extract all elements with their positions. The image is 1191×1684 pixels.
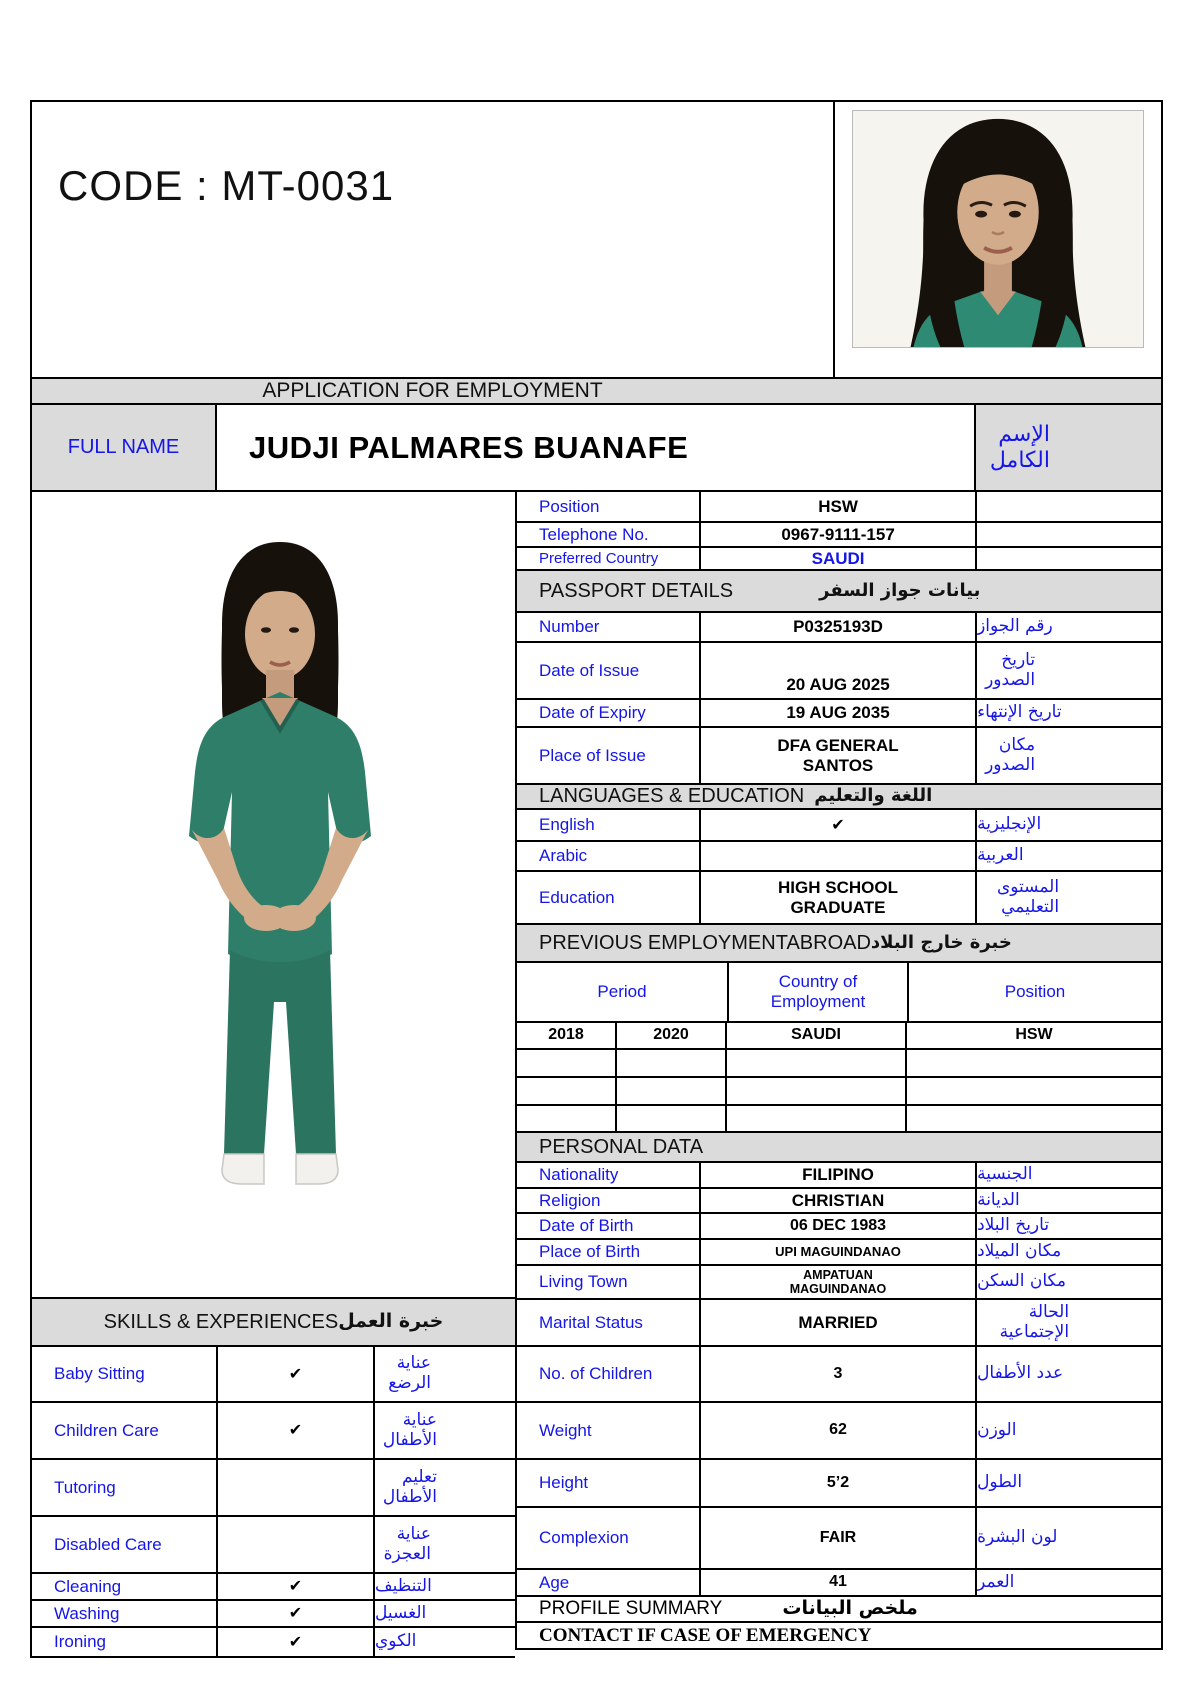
employment-row xyxy=(517,1106,1161,1133)
employment-header-en: PREVIOUS EMPLOYMENTABROAD xyxy=(539,931,871,954)
empty-cell xyxy=(977,523,1161,546)
children-arabic: عدد الأطفال xyxy=(977,1363,1064,1384)
skill-row-ironing xyxy=(32,1628,515,1656)
portrait-photo-cell xyxy=(833,102,1161,377)
arabic-arabic: العربية xyxy=(977,845,1024,866)
living-town-row xyxy=(517,1266,1161,1300)
complexion-value: FAIR xyxy=(701,1508,977,1568)
position-row xyxy=(517,492,1161,523)
date-of-expiry-value: 19 AUG 2035 xyxy=(701,700,977,726)
age-label: Age xyxy=(517,1570,701,1595)
nationality-row xyxy=(517,1163,1161,1189)
education-label: Education xyxy=(517,872,701,923)
skill-label: Cleaning xyxy=(32,1574,218,1599)
age-row xyxy=(517,1570,1161,1597)
skill-label: Children Care xyxy=(32,1403,218,1458)
employment-to xyxy=(617,1078,727,1104)
profile-summary-arabic: ملخص البيانات xyxy=(782,1597,918,1620)
telephone-label: Telephone No. xyxy=(517,523,701,546)
date-of-issue-label: Date of Issue xyxy=(517,643,701,698)
education-row xyxy=(517,872,1161,925)
height-value: 5’2 xyxy=(701,1460,977,1506)
skill-label: Tutoring xyxy=(32,1460,218,1515)
preferred-country-row xyxy=(517,548,1161,571)
weight-arabic: الوزن xyxy=(977,1419,1017,1440)
skill-check: ✔ xyxy=(218,1601,375,1626)
passport-number-value: P0325193D xyxy=(701,613,977,641)
place-of-issue-arabic: مكان الصدور xyxy=(985,734,1036,775)
religion-label: Religion xyxy=(517,1189,701,1212)
empty-cell xyxy=(977,492,1161,521)
languages-header-ar: اللغة والتعليم xyxy=(814,785,933,807)
place-of-birth-arabic: مكان الميلاد xyxy=(977,1241,1062,1262)
religion-row xyxy=(517,1189,1161,1214)
place-of-birth-row xyxy=(517,1240,1161,1266)
place-of-issue-label: Place of Issue xyxy=(517,728,701,783)
passport-number-arabic: رقم الجواز xyxy=(977,616,1053,637)
code-text: CODE : MT-0031 xyxy=(58,162,395,209)
application-title: APPLICATION FOR EMPLOYMENT xyxy=(262,379,603,402)
employment-row xyxy=(517,1050,1161,1078)
period-column-header: Period xyxy=(517,963,729,1021)
age-value: 41 xyxy=(701,1570,977,1595)
skill-label: Disabled Care xyxy=(32,1517,218,1572)
employment-row xyxy=(517,1023,1161,1050)
employment-section-header xyxy=(517,925,1161,963)
left-column xyxy=(30,492,515,1658)
marital-status-arabic: الحالة الإجتماعية xyxy=(999,1301,1070,1342)
skill-label-arabic: تعليم الأطفال xyxy=(382,1466,437,1507)
full-name-row xyxy=(30,405,1163,492)
children-label: No. of Children xyxy=(517,1347,701,1401)
full-name-value: JUDJI PALMARES BUANAFE xyxy=(217,405,976,490)
nationality-label: Nationality xyxy=(517,1163,701,1187)
profile-summary-label: PROFILE SUMMARY xyxy=(539,1598,723,1620)
skill-row-cleaning xyxy=(32,1574,515,1601)
english-arabic: الإنجليزية xyxy=(977,814,1042,835)
employment-row xyxy=(517,1078,1161,1106)
marital-status-label: Marital Status xyxy=(517,1300,701,1345)
education-arabic: المستوى التعليمي xyxy=(996,876,1060,917)
skills-section-header xyxy=(32,1297,515,1347)
complexion-label: Complexion xyxy=(517,1508,701,1568)
english-label: English xyxy=(517,810,701,840)
telephone-row xyxy=(517,523,1161,548)
place-of-issue-row xyxy=(517,728,1161,785)
date-of-expiry-label: Date of Expiry xyxy=(517,700,701,726)
skill-check: ✔ xyxy=(218,1347,375,1401)
header-band xyxy=(30,100,1163,377)
application-title-bar xyxy=(30,377,1163,405)
full-name-label: FULL NAME xyxy=(32,405,217,490)
living-town-arabic: مكان السكن xyxy=(977,1271,1067,1292)
place-of-birth-value: UPI MAGUINDANAO xyxy=(701,1240,977,1264)
employment-from xyxy=(517,1106,617,1131)
marital-status-row xyxy=(517,1300,1161,1347)
skill-check xyxy=(218,1517,375,1572)
date-of-issue-arabic: تاريخ الصدور xyxy=(985,649,1036,690)
employment-country xyxy=(727,1078,907,1104)
employment-from xyxy=(517,1078,617,1104)
english-row xyxy=(517,810,1161,842)
religion-arabic: الديانة xyxy=(977,1189,1020,1210)
place-of-birth-label: Place of Birth xyxy=(517,1240,701,1264)
skill-label: Ironing xyxy=(32,1628,218,1656)
full-body-photo-area xyxy=(32,492,515,1297)
portrait-photo xyxy=(852,110,1144,348)
nationality-arabic: الجنسية xyxy=(977,1164,1033,1185)
skill-label-arabic: عناية الأطفال xyxy=(382,1409,437,1450)
skill-row-baby-sitting xyxy=(32,1347,515,1403)
employment-position xyxy=(907,1106,1161,1131)
date-of-expiry-row xyxy=(517,700,1161,728)
arabic-check xyxy=(701,842,977,870)
weight-label: Weight xyxy=(517,1403,701,1458)
height-label: Height xyxy=(517,1460,701,1506)
skill-row-tutoring xyxy=(32,1460,515,1517)
skill-row-washing xyxy=(32,1601,515,1628)
employment-from: 2018 xyxy=(517,1023,617,1048)
personal-section-header xyxy=(517,1133,1161,1163)
employment-country: SAUDI xyxy=(727,1023,907,1048)
weight-row xyxy=(517,1403,1161,1460)
preferred-country-value: SAUDI xyxy=(701,548,977,569)
skill-check: ✔ xyxy=(218,1403,375,1458)
empty-cell xyxy=(977,548,1161,569)
height-arabic: الطول xyxy=(977,1472,1023,1493)
age-arabic: العمر xyxy=(977,1571,1015,1592)
employment-to xyxy=(617,1050,727,1076)
living-town-value: AMPATUAN MAGUINDANAO xyxy=(701,1266,977,1298)
date-of-birth-value: 06 DEC 1983 xyxy=(701,1214,977,1238)
employment-country xyxy=(727,1106,907,1131)
passport-number-row xyxy=(517,613,1161,643)
employment-to: 2020 xyxy=(617,1023,727,1048)
skill-label-arabic: عناية العجزة xyxy=(383,1523,431,1564)
nationality-value: FILIPINO xyxy=(701,1163,977,1187)
right-column xyxy=(515,492,1163,1650)
employment-to xyxy=(617,1106,727,1131)
date-of-expiry-arabic: تاريخ الإنتهاء xyxy=(977,702,1062,723)
weight-value: 62 xyxy=(701,1403,977,1458)
children-value: 3 xyxy=(701,1347,977,1401)
emergency-label: CONTACT IF CASE OF EMERGENCY xyxy=(539,1624,872,1646)
date-of-issue-value: 20 AUG 2025 xyxy=(701,643,977,698)
date-of-birth-label: Date of Birth xyxy=(517,1214,701,1238)
full-body-photo xyxy=(162,530,397,1198)
skill-check: ✔ xyxy=(218,1628,375,1656)
arabic-label: Arabic xyxy=(517,842,701,870)
skill-row-children-care xyxy=(32,1403,515,1460)
employment-position xyxy=(907,1050,1161,1076)
employment-from xyxy=(517,1050,617,1076)
country-column-header: Country of Employment xyxy=(729,963,909,1021)
employment-country xyxy=(727,1050,907,1076)
skill-label-arabic: الغسيل xyxy=(375,1602,427,1623)
complexion-row xyxy=(517,1508,1161,1570)
marital-status-value: MARRIED xyxy=(701,1300,977,1345)
passport-header-en: PASSPORT DETAILS xyxy=(539,579,734,602)
telephone-value: 0967-9111-157 xyxy=(701,523,977,546)
english-check: ✔ xyxy=(701,810,977,840)
skill-label: Baby Sitting xyxy=(32,1347,218,1401)
complexion-arabic: لون البشرة xyxy=(977,1527,1058,1548)
arabic-row xyxy=(517,842,1161,872)
date-of-birth-arabic: تاريخ البلاد xyxy=(977,1215,1050,1236)
position-column-header: Position xyxy=(1004,982,1066,1002)
employment-position xyxy=(907,1078,1161,1104)
skill-row-disabled-care xyxy=(32,1517,515,1574)
languages-header-en: LANGUAGES & EDUCATION xyxy=(539,785,805,807)
emergency-row xyxy=(517,1623,1161,1648)
skill-label-arabic: الكوي xyxy=(375,1631,417,1652)
children-row xyxy=(517,1347,1161,1403)
position-value: HSW xyxy=(701,492,977,521)
place-of-issue-value: DFA GENERAL SANTOS xyxy=(701,728,977,783)
religion-value: CHRISTIAN xyxy=(701,1189,977,1212)
full-name-label-arabic: الإسم الكامل xyxy=(976,405,1161,490)
passport-number-label: Number xyxy=(517,613,701,641)
skill-label: Washing xyxy=(32,1601,218,1626)
height-row xyxy=(517,1460,1161,1508)
personal-header-en: PERSONAL DATA xyxy=(539,1135,704,1158)
skill-label-arabic: عناية الرضع xyxy=(388,1353,431,1393)
employment-position: HSW xyxy=(1015,1026,1053,1044)
employment-header-ar: خبرة خارج البلاد xyxy=(870,931,1012,953)
skill-label-arabic: التنظيف xyxy=(375,1575,432,1596)
languages-section-header xyxy=(517,785,1161,810)
date-of-issue-row xyxy=(517,643,1161,700)
skill-check xyxy=(218,1460,375,1515)
employment-columns-row xyxy=(517,963,1161,1023)
date-of-birth-row xyxy=(517,1214,1161,1240)
position-label: Position xyxy=(517,492,701,521)
passport-section-header xyxy=(517,571,1161,613)
skills-header-ar: خبرة العمل xyxy=(338,1310,444,1333)
passport-header-ar: بيانات جواز السفر xyxy=(819,579,981,601)
skills-header-en: SKILLS & EXPERIENCES xyxy=(103,1310,339,1333)
preferred-country-label: Preferred Country xyxy=(517,548,701,569)
skill-check: ✔ xyxy=(218,1574,375,1599)
profile-summary-row xyxy=(517,1597,1161,1623)
education-value: HIGH SCHOOL GRADUATE xyxy=(701,872,977,923)
living-town-label: Living Town xyxy=(517,1266,701,1298)
